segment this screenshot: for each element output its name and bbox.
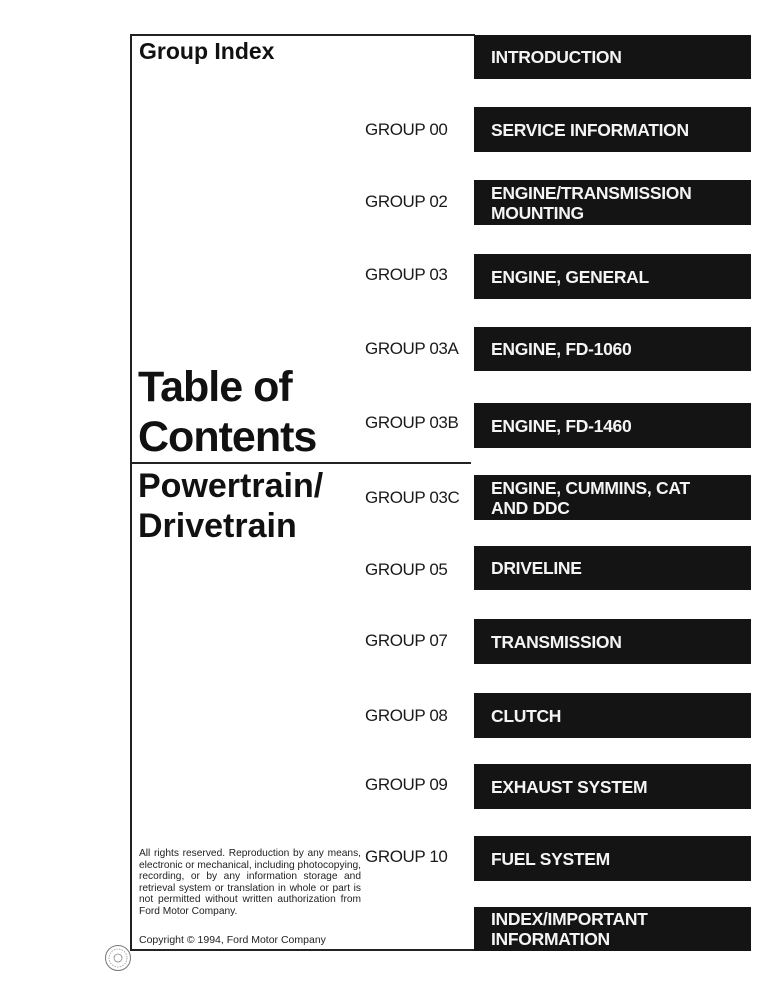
tab-label-line-2: INFORMATION: [491, 929, 610, 949]
toc-title-line-2: Contents: [138, 413, 317, 461]
tab-label: SERVICE INFORMATION: [491, 119, 689, 140]
group-label-09: GROUP 09: [365, 775, 448, 794]
section-title-line-2: Drivetrain: [138, 507, 297, 545]
tab-label: DRIVELINE: [491, 558, 582, 578]
tab-clutch[interactable]: [474, 693, 751, 738]
group-label-10: GROUP 10: [365, 847, 448, 866]
tab-label: CLUTCH: [491, 705, 562, 726]
tab-label: ENGINE, FD-1460: [491, 415, 632, 436]
group-label-03b: GROUP 03B: [365, 413, 459, 432]
tab-label: INTRODUCTION: [491, 47, 622, 67]
tab-exhaust-system[interactable]: [474, 764, 751, 809]
tab-label: ENGINE, CUMMINS, CAT: [491, 477, 690, 498]
tab-label: INDEX/IMPORTANT: [491, 909, 648, 929]
tab-engine-general[interactable]: [474, 254, 751, 299]
seal-icon: [104, 944, 132, 972]
copyright-line: Copyright © 1994, Ford Motor Company: [139, 934, 326, 946]
tab-introduction[interactable]: [474, 35, 751, 79]
tab-label-line-2: MOUNTING: [491, 202, 584, 223]
section-title-line-1: Powertrain/: [138, 467, 324, 505]
frame-top-rule: [130, 34, 475, 36]
frame-bottom-rule: [130, 949, 475, 951]
tab-service-information[interactable]: [474, 107, 751, 152]
group-label-03a: GROUP 03A: [365, 339, 459, 358]
tab-engine-fd-1060[interactable]: [474, 327, 751, 371]
table-of-contents-title: [138, 362, 316, 462]
tab-engine-transmission-mounting[interactable]: [474, 180, 751, 225]
tab-label: ENGINE, FD-1060: [491, 339, 632, 359]
tab-label: ENGINE, GENERAL: [491, 266, 649, 287]
rights-notice: All rights reserved. Reproduction by any means, electronic or mechanical, including photocopying, recording, or by any information storage and retrieval system or translation in whole or part is not permitted without written authorization from Ford Motor Company.: [139, 848, 361, 917]
tab-fuel-system[interactable]: [474, 836, 751, 881]
tab-label: EXHAUST SYSTEM: [491, 776, 648, 797]
tab-label: ENGINE/TRANSMISSION: [491, 182, 692, 203]
toc-title-line-1: Table of: [138, 363, 292, 411]
frame-left-rule: [130, 34, 132, 950]
tab-label-line-2: AND DDC: [491, 497, 570, 518]
tab-transmission[interactable]: [474, 619, 751, 664]
group-label-07: GROUP 07: [365, 631, 448, 650]
group-label-08: GROUP 08: [365, 706, 448, 725]
tab-label: FUEL SYSTEM: [491, 848, 610, 869]
group-label-05: GROUP 05: [365, 560, 448, 579]
tab-engine-cummins-cat-ddc[interactable]: [474, 475, 751, 520]
group-label-03c: GROUP 03C: [365, 488, 460, 507]
section-title: [138, 466, 323, 546]
group-label-02: GROUP 02: [365, 192, 448, 211]
tab-driveline[interactable]: [474, 546, 751, 590]
group-label-03: GROUP 03: [365, 265, 448, 284]
group-index-title: Group Index: [139, 38, 275, 64]
section-divider-rule: [130, 462, 471, 464]
group-label-00: GROUP 00: [365, 120, 448, 139]
tab-label: TRANSMISSION: [491, 631, 622, 652]
tab-engine-fd-1460[interactable]: [474, 403, 751, 448]
tab-index-important-information[interactable]: [474, 907, 751, 951]
